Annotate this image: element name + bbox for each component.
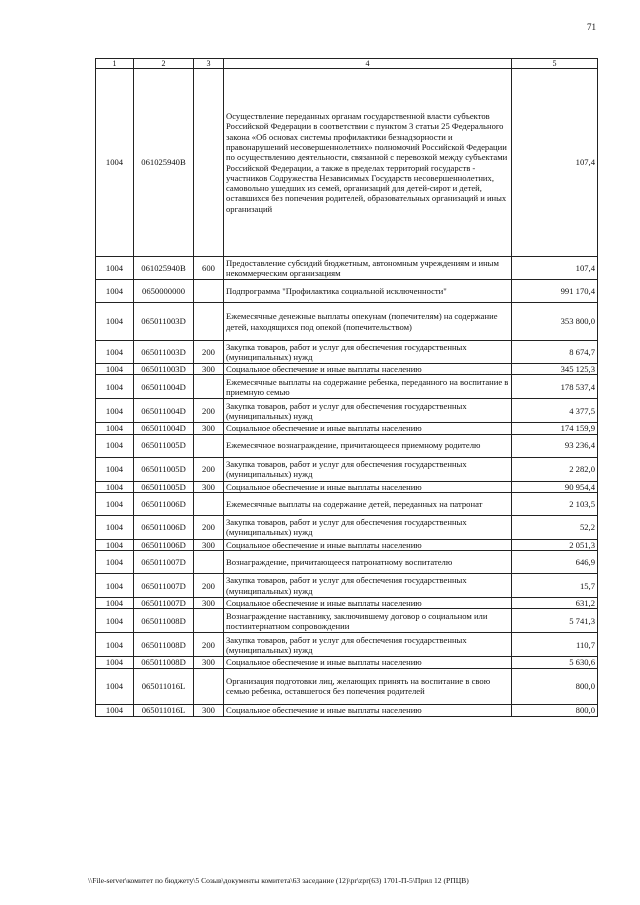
cell-description: Закупка товаров, работ и услуг для обеспечения государственных (муниципальных) нужд bbox=[224, 574, 512, 598]
cell-type bbox=[194, 375, 224, 399]
cell-code: 065011008D bbox=[134, 633, 194, 657]
cell-section: 1004 bbox=[96, 492, 134, 515]
cell-section: 1004 bbox=[96, 481, 134, 492]
cell-type: 200 bbox=[194, 457, 224, 481]
cell-amount: 646,9 bbox=[512, 551, 598, 574]
cell-section: 1004 bbox=[96, 551, 134, 574]
cell-amount: 107,4 bbox=[512, 69, 598, 257]
cell-amount: 5 741,3 bbox=[512, 609, 598, 633]
cell-amount: 174 159,9 bbox=[512, 423, 598, 434]
cell-section: 1004 bbox=[96, 399, 134, 423]
column-header-amount: 5 bbox=[512, 59, 598, 69]
cell-type: 300 bbox=[194, 598, 224, 609]
footer-path: \\File-server\комитет по бюджету\5 Созыв\документы комитета\63 заседание (12)\pr\zpr(63) 1701-П-5\Прил 12 (РПЦВ) bbox=[88, 876, 469, 885]
cell-code: 065011005D bbox=[134, 481, 194, 492]
cell-type bbox=[194, 668, 224, 704]
cell-section: 1004 bbox=[96, 609, 134, 633]
cell-code: 065011003D bbox=[134, 364, 194, 375]
cell-section: 1004 bbox=[96, 668, 134, 704]
cell-type bbox=[194, 280, 224, 303]
cell-amount: 90 954,4 bbox=[512, 481, 598, 492]
cell-amount: 345 125,3 bbox=[512, 364, 598, 375]
cell-code: 065011007D bbox=[134, 551, 194, 574]
cell-type: 300 bbox=[194, 423, 224, 434]
cell-amount: 15,7 bbox=[512, 574, 598, 598]
cell-type: 300 bbox=[194, 657, 224, 668]
cell-code: 065011004D bbox=[134, 423, 194, 434]
cell-type: 300 bbox=[194, 481, 224, 492]
cell-type bbox=[194, 609, 224, 633]
cell-code: 065011003D bbox=[134, 341, 194, 364]
cell-type: 300 bbox=[194, 704, 224, 716]
cell-section: 1004 bbox=[96, 598, 134, 609]
cell-amount: 991 170,4 bbox=[512, 280, 598, 303]
cell-type: 200 bbox=[194, 633, 224, 657]
cell-code: 061025940В bbox=[134, 69, 194, 257]
column-header-type: 3 bbox=[194, 59, 224, 69]
cell-description: Закупка товаров, работ и услуг для обеспечения государственных (муниципальных) нужд bbox=[224, 457, 512, 481]
table-row bbox=[96, 633, 598, 657]
cell-code: 065011006D bbox=[134, 492, 194, 515]
cell-code: 065011016L bbox=[134, 704, 194, 716]
cell-code: 061025940В bbox=[134, 257, 194, 280]
cell-section: 1004 bbox=[96, 539, 134, 550]
cell-description: Вознаграждение, причитающееся патронатному воспитателю bbox=[224, 551, 512, 574]
cell-section: 1004 bbox=[96, 434, 134, 457]
cell-section: 1004 bbox=[96, 303, 134, 341]
cell-description: Предоставление субсидий бюджетным, автономным учреждениям и иным некоммерческим организациям bbox=[224, 257, 512, 280]
cell-amount: 2 103,5 bbox=[512, 492, 598, 515]
table-row bbox=[96, 704, 598, 716]
cell-code: 065011006D bbox=[134, 539, 194, 550]
cell-section: 1004 bbox=[96, 364, 134, 375]
table-row bbox=[96, 434, 598, 457]
cell-code: 065011003D bbox=[134, 303, 194, 341]
cell-description: Организация подготовки лиц, желающих принять на воспитание в свою семью ребенка, оставшегося без попечения родителей bbox=[224, 668, 512, 704]
cell-section: 1004 bbox=[96, 375, 134, 399]
cell-section: 1004 bbox=[96, 704, 134, 716]
cell-amount: 178 537,4 bbox=[512, 375, 598, 399]
table-row bbox=[96, 539, 598, 550]
cell-description: Социальное обеспечение и иные выплаты населению bbox=[224, 704, 512, 716]
cell-description: Закупка товаров, работ и услуг для обеспечения государственных (муниципальных) нужд bbox=[224, 341, 512, 364]
cell-type bbox=[194, 434, 224, 457]
cell-type: 200 bbox=[194, 515, 224, 539]
table-row bbox=[96, 69, 598, 257]
cell-code: 065011007D bbox=[134, 598, 194, 609]
table-row bbox=[96, 257, 598, 280]
table-row bbox=[96, 515, 598, 539]
cell-section: 1004 bbox=[96, 574, 134, 598]
cell-type: 300 bbox=[194, 539, 224, 550]
cell-description: Социальное обеспечение и иные выплаты населению bbox=[224, 598, 512, 609]
cell-code: 065011005D bbox=[134, 434, 194, 457]
cell-description: Ежемесячные выплаты на содержание ребенка, переданного на воспитание в приемную семью bbox=[224, 375, 512, 399]
cell-code: 065011005D bbox=[134, 457, 194, 481]
table-row bbox=[96, 399, 598, 423]
cell-section: 1004 bbox=[96, 423, 134, 434]
cell-description: Ежемесячные денежные выплаты опекунам (попечителям) на содержание детей, находящихся под опекой (попечительством) bbox=[224, 303, 512, 341]
cell-amount: 631,2 bbox=[512, 598, 598, 609]
cell-type: 200 bbox=[194, 399, 224, 423]
column-header-section: 1 bbox=[96, 59, 134, 69]
cell-amount: 52,2 bbox=[512, 515, 598, 539]
cell-amount: 107,4 bbox=[512, 257, 598, 280]
cell-description: Социальное обеспечение и иные выплаты населению bbox=[224, 539, 512, 550]
table-row bbox=[96, 668, 598, 704]
cell-description: Осуществление переданных органам государственной власти субъектов Российской Федерации в соответствии с пунктом 3 статьи 25 Федерального закона «Об основах системы профилактики безнадзорности и правонарушений несовершеннолетних» полномочий Российской Федерации по осуществлению деятельности, связанной с перевозкой между субъектами Российской Федерации, а также в пределах территорий государств - участников Содружества Независимых Государств несовершеннолетних, самовольно ушедших из семей, организаций для детей-сирот и детей, оставшихся без попечения родителей, образовательных организаций и иных организаций bbox=[224, 69, 512, 257]
table-header-row bbox=[96, 59, 598, 69]
cell-section: 1004 bbox=[96, 69, 134, 257]
cell-description: Закупка товаров, работ и услуг для обеспечения государственных (муниципальных) нужд bbox=[224, 515, 512, 539]
cell-description: Ежемесячные выплаты на содержание детей, переданных на патронат bbox=[224, 492, 512, 515]
cell-section: 1004 bbox=[96, 657, 134, 668]
cell-description: Вознаграждение наставнику, заключившему договор о социальном или постинтернатном сопровождении bbox=[224, 609, 512, 633]
cell-amount: 2 282,0 bbox=[512, 457, 598, 481]
column-header-description: 4 bbox=[224, 59, 512, 69]
cell-section: 1004 bbox=[96, 280, 134, 303]
cell-code: 065011004D bbox=[134, 375, 194, 399]
cell-code: 065011008D bbox=[134, 609, 194, 633]
cell-type bbox=[194, 492, 224, 515]
cell-code: 065011007D bbox=[134, 574, 194, 598]
cell-code: 065011006D bbox=[134, 515, 194, 539]
cell-section: 1004 bbox=[96, 341, 134, 364]
cell-description: Закупка товаров, работ и услуг для обеспечения государственных (муниципальных) нужд bbox=[224, 633, 512, 657]
cell-section: 1004 bbox=[96, 515, 134, 539]
cell-type: 200 bbox=[194, 574, 224, 598]
cell-amount: 2 051,3 bbox=[512, 539, 598, 550]
page-number: 71 bbox=[587, 22, 596, 32]
cell-amount: 93 236,4 bbox=[512, 434, 598, 457]
cell-section: 1004 bbox=[96, 633, 134, 657]
cell-section: 1004 bbox=[96, 457, 134, 481]
table-row bbox=[96, 609, 598, 633]
cell-code: 065011016L bbox=[134, 668, 194, 704]
cell-code: 0650000000 bbox=[134, 280, 194, 303]
table-row bbox=[96, 280, 598, 303]
cell-section: 1004 bbox=[96, 257, 134, 280]
cell-type: 300 bbox=[194, 364, 224, 375]
cell-description: Социальное обеспечение и иные выплаты населению bbox=[224, 657, 512, 668]
cell-amount: 5 630,6 bbox=[512, 657, 598, 668]
table-body bbox=[96, 69, 598, 717]
table-row bbox=[96, 375, 598, 399]
table-row bbox=[96, 551, 598, 574]
cell-type bbox=[194, 303, 224, 341]
cell-description: Социальное обеспечение и иные выплаты населению bbox=[224, 481, 512, 492]
cell-description: Закупка товаров, работ и услуг для обеспечения государственных (муниципальных) нужд bbox=[224, 399, 512, 423]
table-row bbox=[96, 423, 598, 434]
cell-description: Ежемесячное вознаграждение, причитающееся приемному родителю bbox=[224, 434, 512, 457]
table-row bbox=[96, 574, 598, 598]
table-row bbox=[96, 481, 598, 492]
cell-code: 065011008D bbox=[134, 657, 194, 668]
table-row bbox=[96, 303, 598, 341]
cell-amount: 4 377,5 bbox=[512, 399, 598, 423]
table-row bbox=[96, 457, 598, 481]
table-row bbox=[96, 598, 598, 609]
cell-type: 600 bbox=[194, 257, 224, 280]
cell-amount: 110,7 bbox=[512, 633, 598, 657]
cell-type bbox=[194, 551, 224, 574]
cell-code: 065011004D bbox=[134, 399, 194, 423]
table-row bbox=[96, 341, 598, 364]
cell-amount: 800,0 bbox=[512, 704, 598, 716]
cell-type bbox=[194, 69, 224, 257]
cell-description: Социальное обеспечение и иные выплаты населению bbox=[224, 364, 512, 375]
cell-type: 200 bbox=[194, 341, 224, 364]
table-row bbox=[96, 364, 598, 375]
cell-description: Подпрограмма "Профилактика социальной исключенности" bbox=[224, 280, 512, 303]
cell-amount: 353 800,0 bbox=[512, 303, 598, 341]
budget-table bbox=[95, 58, 598, 717]
table-row bbox=[96, 657, 598, 668]
table-row bbox=[96, 492, 598, 515]
cell-amount: 800,0 bbox=[512, 668, 598, 704]
column-header-code: 2 bbox=[134, 59, 194, 69]
cell-description: Социальное обеспечение и иные выплаты населению bbox=[224, 423, 512, 434]
cell-amount: 8 674,7 bbox=[512, 341, 598, 364]
